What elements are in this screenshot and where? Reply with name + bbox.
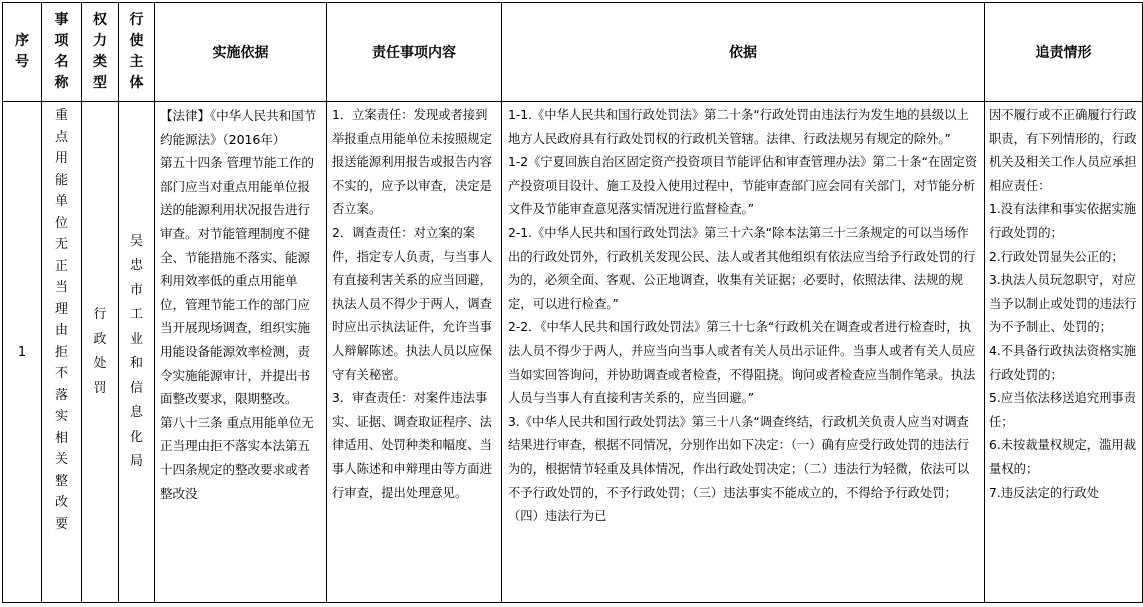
legal-basis-paragraph: 2-1.《中华人民共和国行政处罚法》第三十六条“除本法第三十三条规定的可以当场作出的行政处罚外，行政机关发现公民、法人或者其他组织有依法应当给予行政处罚的行为的，必须全面、客观、公正地调查，收集有关证据；必要时，依照法律、法规的规定，可以进行检查。” bbox=[508, 225, 976, 311]
header-row bbox=[3, 3, 1143, 102]
cell-subject: 吴忠市工业和信息化局 bbox=[119, 102, 155, 603]
accountability-paragraph: 7.违反法定的行政处 bbox=[989, 485, 1100, 500]
cell-responsibility bbox=[327, 102, 502, 603]
basis-paragraph: 【法律】《中华人民共和国节约能源法》（2016年） bbox=[160, 108, 317, 147]
table-row bbox=[3, 102, 1143, 603]
legal-basis-paragraph: 3.《中华人民共和国行政处罚法》第三十八条“调查终结，行政机关负责人应当对调查结果进行审查，根据不同情况，分别作出如下决定：（一）确有应受行政处罚的违法行为的，根据情节轻重及具体情况，作出行政处罚决定；（二）违法行为轻微，依法可以不予行政处罚的，不予行政处罚；（三）违法事实不能成立的，不得给予行政处罚；（四）违法行为已 bbox=[508, 414, 970, 524]
header-subject: 行使主体 bbox=[119, 3, 155, 102]
cell-power-type: 行政处罚 bbox=[82, 102, 119, 603]
accountability-paragraph: 1.没有法律和事实依据实施行政处罚的； bbox=[989, 202, 1136, 240]
header-basis: 实施依据 bbox=[155, 3, 327, 102]
legal-basis-paragraph: 1-2《宁夏回族自治区固定资产投资项目节能评估和审查管理办法》第二十条“在固定资产投资项目设计、施工及投入使用过程中，节能审查部门应会同有关部门，对节能分析文件及节能审查意见落实情况进行监督检查。” bbox=[508, 155, 978, 217]
responsibility-paragraph: 3．审查责任：对案件违法事实、证据、调查取证程序、法律适用、处罚种类和幅度、当事人陈述和申辩理由等方面进行审查，提出处理意见。 bbox=[332, 391, 492, 500]
accountability-paragraph: 4.不具备行政执法资格实施行政处罚的； bbox=[989, 343, 1136, 382]
header-item-name: 事项名称 bbox=[42, 3, 82, 102]
accountability-paragraph: 6.未按裁量权规定，滥用裁量权的； bbox=[989, 438, 1136, 476]
header-accountability: 追责情形 bbox=[985, 3, 1143, 102]
accountability-paragraph: 3.执法人员玩忽职守，对应当予以制止或处罚的违法行为不予制止、处罚的； bbox=[989, 273, 1137, 335]
responsibility-paragraph: 1．立案责任：发现或者接到举报重点用能单位未按照规定报送能源利用报告或报告内容不实的，应予以审查，决定是否立案。 bbox=[332, 108, 492, 217]
cell-seq: 1 bbox=[3, 102, 42, 603]
accountability-paragraph: 5.应当依法移送追究刑事责任； bbox=[989, 391, 1136, 429]
header-responsibility: 责任事项内容 bbox=[327, 3, 502, 102]
basis-paragraph: 第八十三条 重点用能单位无正当理由拒不落实本法第五十四条规定的整改要求或者整改没 bbox=[160, 414, 314, 501]
power-list-table bbox=[2, 2, 1143, 603]
header-power-type: 权力类型 bbox=[82, 3, 119, 102]
cell-accountability bbox=[985, 102, 1143, 603]
responsibility-paragraph: 2．调查责任：对立案的案件，指定专人负责，与当事人有直接利害关系的应当回避，执法人员不得少于两人，调查时应出示执法证件，允许当事人辩解陈述。执法人员以应保守有关秘密。 bbox=[332, 225, 492, 382]
cell-basis bbox=[155, 102, 327, 603]
legal-basis-paragraph: 1-1.《中华人民共和国行政处罚法》第二十条“行政处罚由违法行为发生地的县级以上地方人民政府具有行政处罚权的行政机关管辖。法律、行政法规另有规定的除外。” bbox=[508, 108, 969, 146]
accountability-paragraph: 2.行政处罚显失公正的； bbox=[989, 249, 1124, 264]
accountability-paragraph: 因不履行或不正确履行行政职责，有下列情形的，行政机关及相关工作人员应承担相应责任： bbox=[989, 108, 1137, 193]
header-legal-basis: 依据 bbox=[502, 3, 985, 102]
basis-paragraph: 第五十四条 管理节能工作的部门应当对重点用能单位报送的能源利用状况报告进行审查。对节能管理制度不健全、节能措施不落实、能源利用效率低的重点用能单位，管理节能工作的部门应当开展现场调查，组织实施用能设备能源效率检测，责令实施能源审计，并提出书面整改要求，限期整改。 bbox=[160, 155, 314, 407]
cell-legal-basis bbox=[502, 102, 985, 603]
header-seq: 序号 bbox=[3, 3, 42, 102]
cell-item-name: 重点用能单位无正当理由拒不落实相关整改要 bbox=[42, 102, 82, 603]
legal-basis-paragraph: 2-2．《中华人民共和国行政处罚法》第三十七条“行政机关在调查或者进行检查时，执法人员不得少于两人，并应当向当事人或者有关人员出示证件。当事人或者有关人员应当如实回答询问，并协助调查或者检查，不得阻挠。询问或者检查应当制作笔录。执法人员与当事人有直接利害关系的，应当回避。” bbox=[508, 320, 976, 406]
